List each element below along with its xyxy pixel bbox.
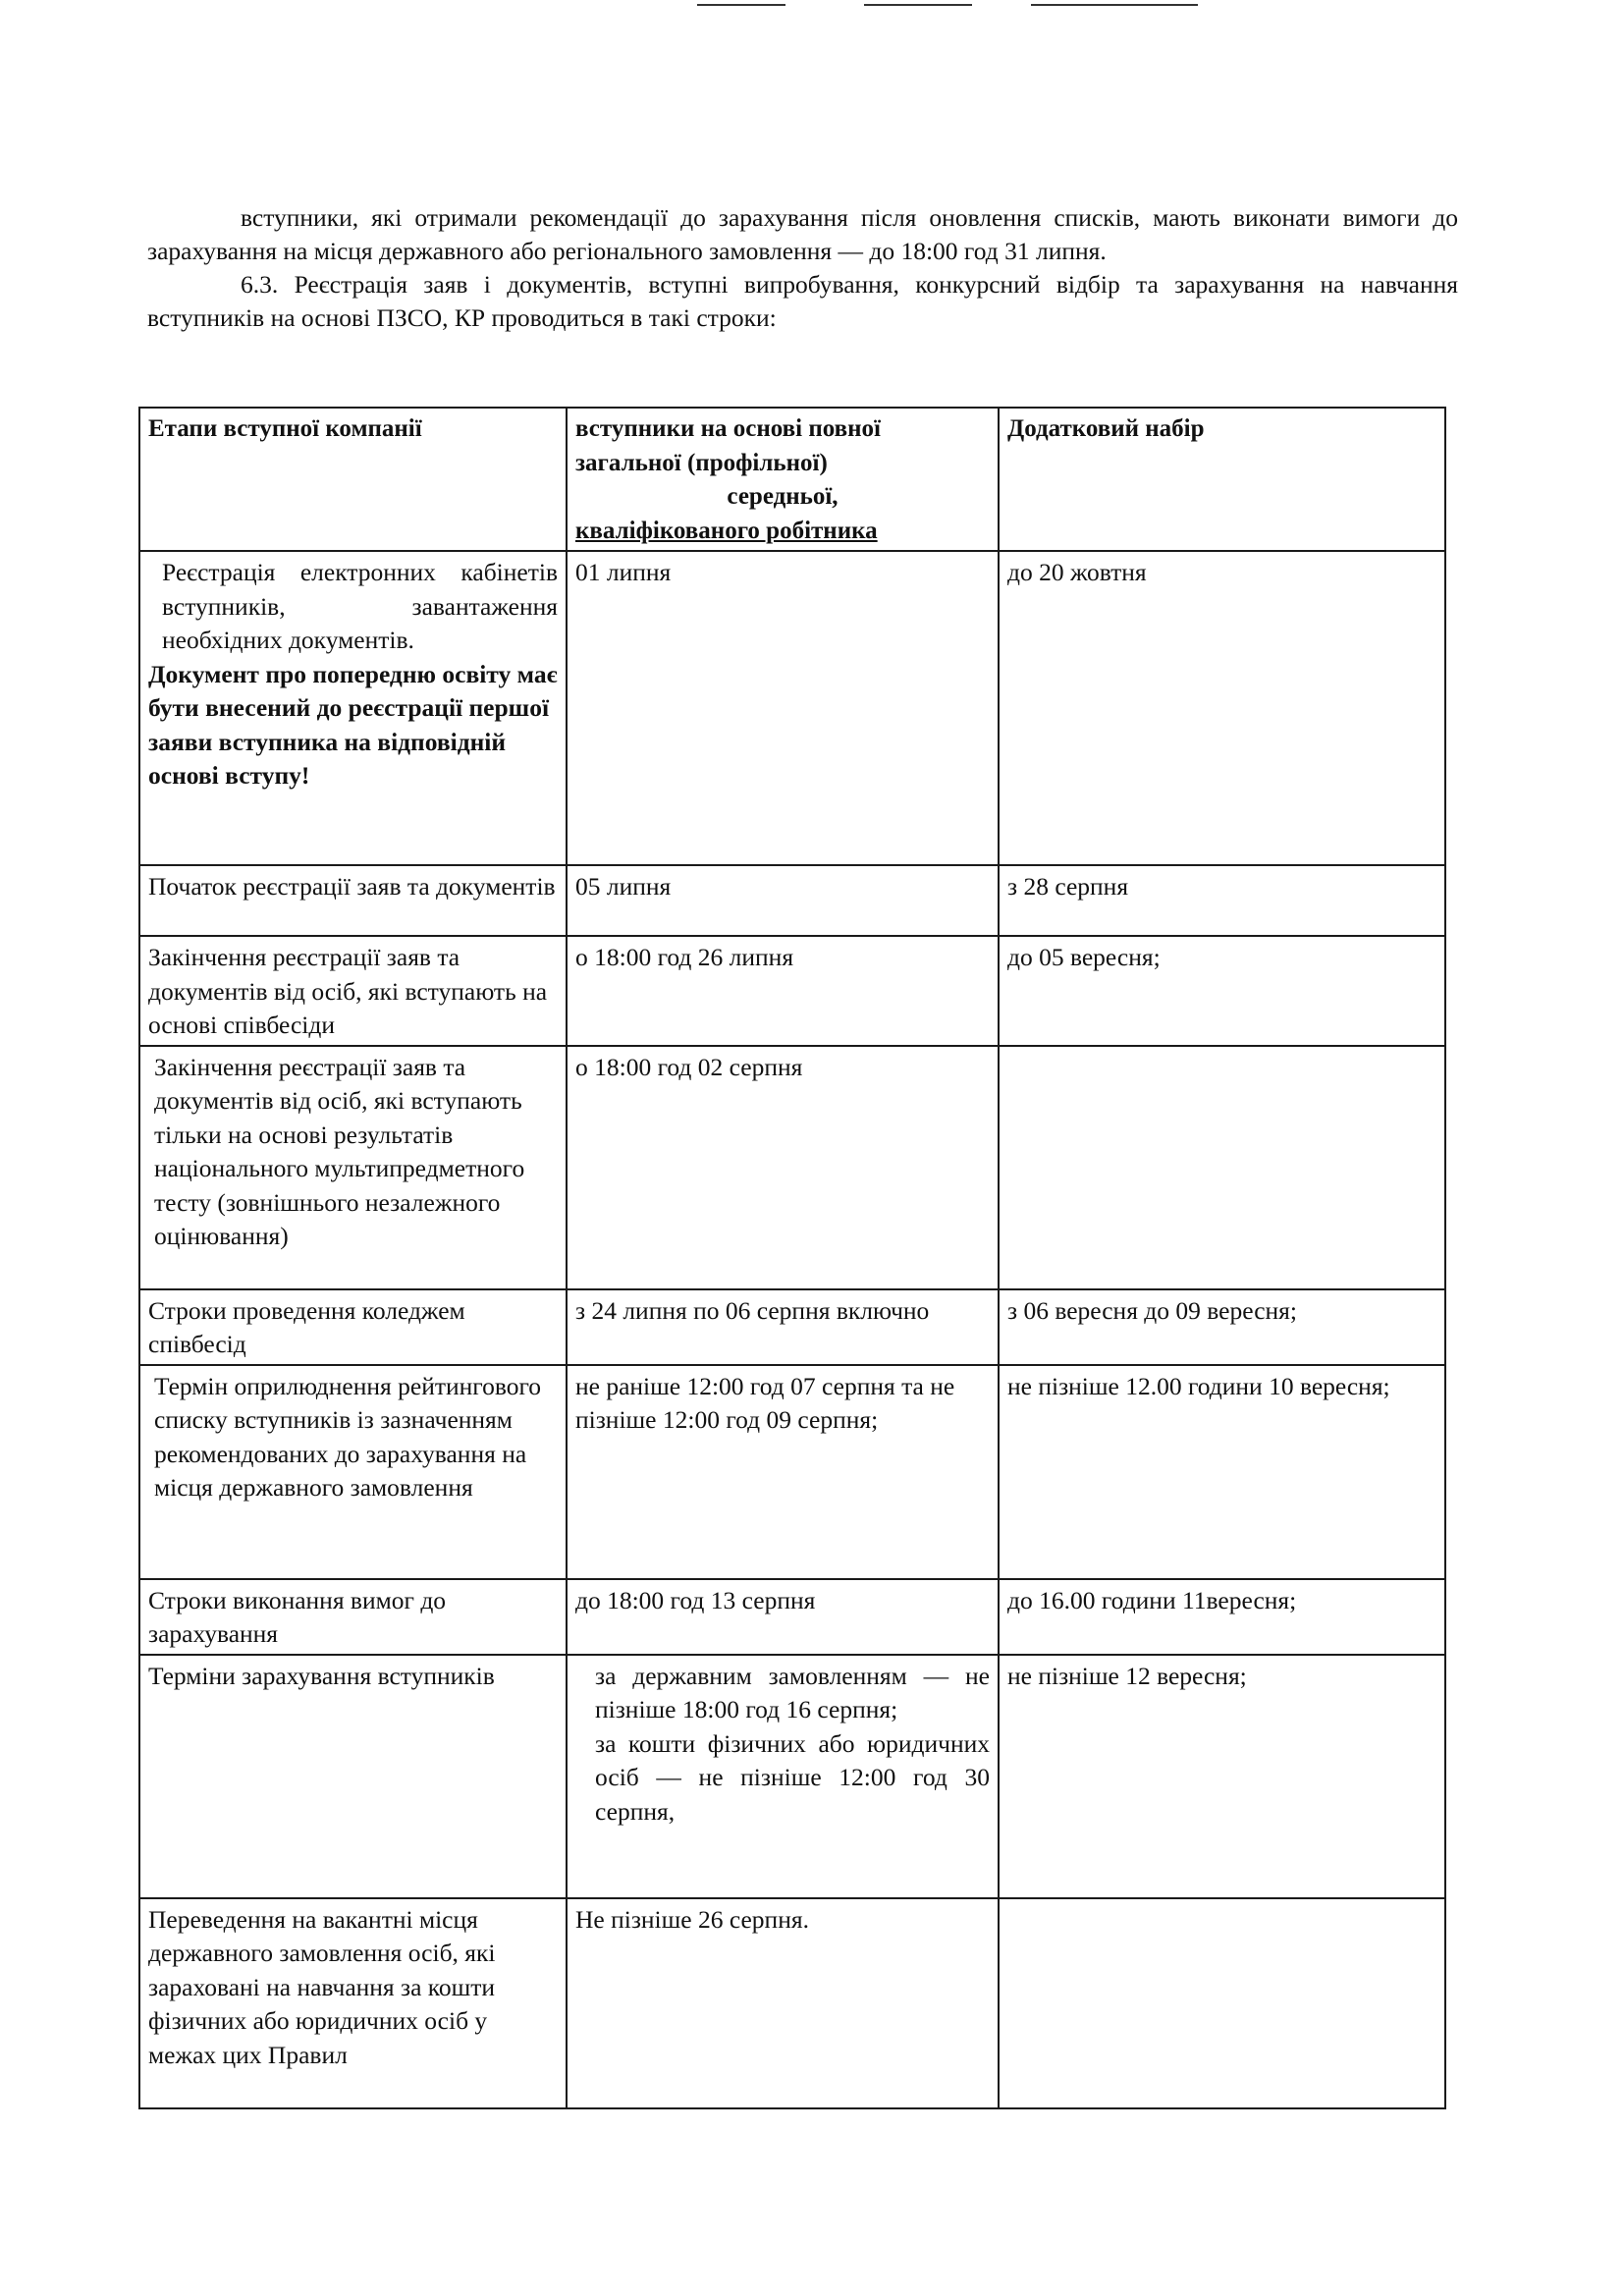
stage-cell: Закінчення реєстрації заяв та документів від осіб, які вступають тільки на основі результатів національного мультипредметного тесту (зовнішнього незалежного оцінювання) (139, 1046, 567, 1289)
extra-date-cell: з 28 серпня (999, 865, 1445, 936)
header-additional-enrollment: Додатковий набір (999, 408, 1445, 551)
stage-cell: Терміни зарахування вступників (139, 1655, 567, 1898)
extra-date-cell: до 05 вересня; (999, 936, 1445, 1046)
extra-date-cell: до 16.00 години 11вересня; (999, 1579, 1445, 1655)
extra-date-cell: не пізніше 12 вересня; (999, 1655, 1445, 1898)
main-date-cell: з 24 липня по 06 серпня включно (567, 1289, 999, 1365)
table-header-row (139, 408, 1445, 551)
extra-date-cell (999, 1898, 1445, 2108)
header-main-applicants: вступники на основі повної загальної (профільної) середньої, кваліфікованого робітника (567, 408, 999, 551)
stage-cell: Закінчення реєстрації заяв та документів від осіб, які вступають на основі співбесіди (139, 936, 567, 1046)
table-row (139, 1046, 1445, 1289)
table-row (139, 1655, 1445, 1898)
stage-cell: Строки виконання вимог до зарахування (139, 1579, 567, 1655)
extra-date-cell (999, 1046, 1445, 1289)
table-row (139, 1579, 1445, 1655)
header-stages: Етапи вступної компанії (139, 408, 567, 551)
admission-schedule-table (138, 407, 1446, 2109)
main-date-cell (567, 1655, 999, 1898)
table-row (139, 1365, 1445, 1579)
main-date-cell: 05 липня (567, 865, 999, 936)
table-row (139, 1289, 1445, 1365)
table-row (139, 1898, 1445, 2108)
main-date-cell: до 18:00 год 13 серпня (567, 1579, 999, 1655)
table-row (139, 936, 1445, 1046)
intro-paragraph-1: вступники, які отримали рекомендації до зарахування після оновлення списків, мають виконати вимоги до зарахування на місця державного або регіонального замовлення — до 18:00 год 31 липня. (147, 203, 1458, 265)
extra-date-cell: з 06 вересня до 09 вересня; (999, 1289, 1445, 1365)
stage-note: Документ про попередню освіту має бути внесений до реєстрації першої заяви вступника на відповідній основі вступу! (148, 659, 558, 790)
extra-date-cell: не пізніше 12.00 години 10 вересня; (999, 1365, 1445, 1579)
main-date-cell: не раніше 12:00 год 07 серпня та не пізніше 12:00 год 09 серпня; (567, 1365, 999, 1579)
stage-cell: Початок реєстрації заяв та документів (139, 865, 567, 936)
table-row (139, 865, 1445, 936)
main-date-cell: о 18:00 год 26 липня (567, 936, 999, 1046)
state-order-term: за державним замовленням — не пізніше 18:00 год 16 серпня; (595, 1661, 990, 1723)
main-date-cell: Не пізніше 26 серпня. (567, 1898, 999, 2108)
stage-cell: Термін оприлюднення рейтингового списку вступників із зазначенням рекомендованих до зарахування на місця державного замовлення (139, 1365, 567, 1579)
intro-paragraph-2: 6.3. Реєстрація заяв і документів, вступні випробування, конкурсний відбір та зарахування на навчання вступників на основі ПЗСО, КР проводиться в такі строки: (147, 270, 1458, 332)
main-date-cell: 01 липня (567, 551, 999, 865)
table-row (139, 551, 1445, 865)
intro-text (147, 201, 1458, 335)
stage-cell: Переведення на вакантні місця державного замовлення осіб, які зараховані на навчання за кошти фізичних або юридичних осіб у межах цих Правил (139, 1898, 567, 2108)
main-date-cell: о 18:00 год 02 серпня (567, 1046, 999, 1289)
stage-cell: Строки проведення коледжем співбесід (139, 1289, 567, 1365)
extra-date-cell: до 20 жовтня (999, 551, 1445, 865)
paid-term: за кошти фізичних або юридичних осіб — не пізніше 12:00 год 30 серпня, (595, 1728, 990, 1826)
stage-cell: Реєстрація електронних кабінетів вступників, завантаження необхідних документів. Документ про попередню освіту має бути внесений до реєстрації першої заяви вступника на відповідній основі вступу! (139, 551, 567, 865)
